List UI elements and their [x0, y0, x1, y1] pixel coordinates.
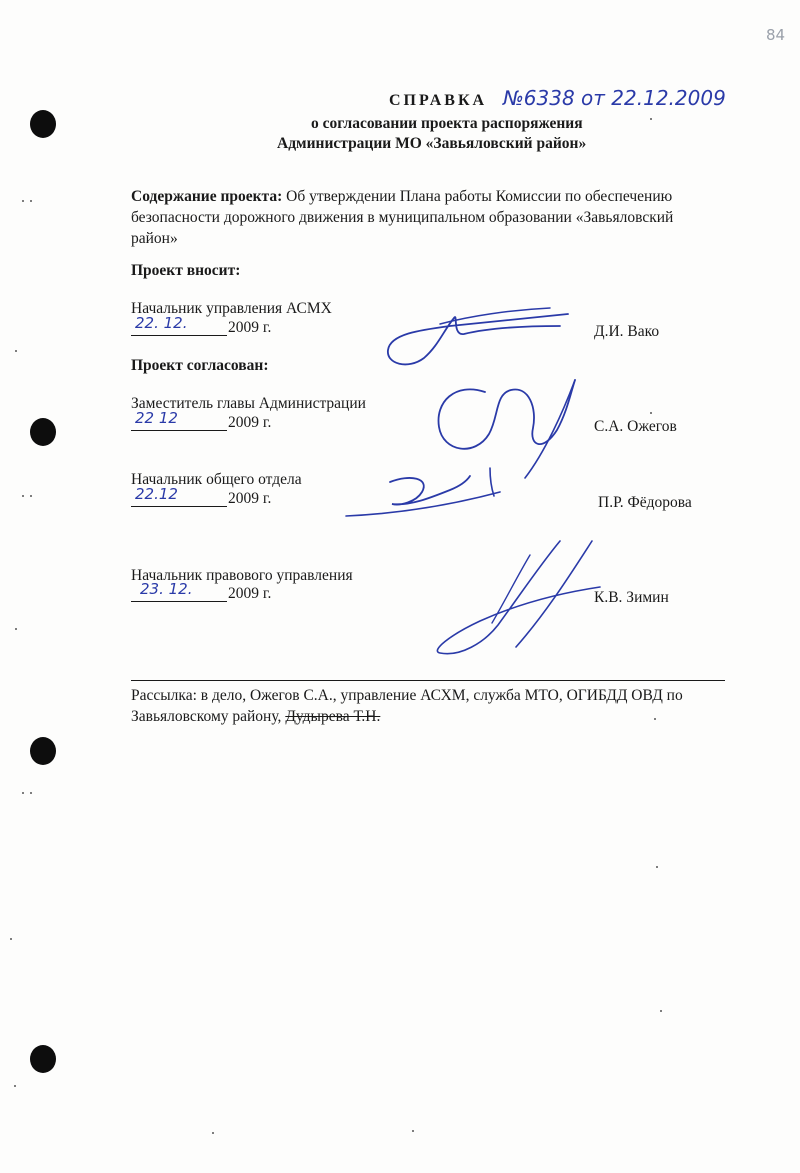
signing-year: 2009 г.: [228, 490, 272, 507]
punch-hole: [30, 737, 56, 765]
scan-speck: [212, 1132, 214, 1134]
document-subtitle: о согласовании проекта распоряжения: [311, 115, 583, 132]
signer-name: Д.И. Вако: [594, 323, 660, 340]
signer-name: П.Р. Фёдорова: [598, 494, 692, 511]
punch-hole: [30, 418, 56, 446]
approved-heading: Проект согласован:: [131, 357, 269, 374]
signature-zimin: [420, 535, 610, 665]
scan-speck: [650, 412, 652, 414]
scan-speck: [22, 792, 24, 794]
scan-speck: [650, 118, 652, 120]
project-content-text: безопасности дорожного движения в муниципальном образовании «Завьяловский: [131, 209, 674, 226]
scan-speck: [30, 200, 32, 202]
signer-position: Заместитель главы Администрации: [131, 395, 366, 412]
signer-name: К.В. Зимин: [594, 589, 669, 606]
project-content-text: район»: [131, 230, 178, 247]
scan-speck: [10, 938, 12, 940]
scan-speck: [30, 792, 32, 794]
signer-position: Начальник правового управления: [131, 567, 353, 584]
handwritten-date: 22 12: [135, 409, 178, 427]
handwritten-date: 22. 12.: [135, 314, 188, 332]
punch-hole: [30, 110, 56, 138]
submitted-heading: Проект вносит:: [131, 262, 241, 279]
scan-speck: [412, 1130, 414, 1132]
handwritten-registration-number: №6338 от 22.12.2009: [503, 86, 726, 110]
project-content: [131, 186, 731, 249]
signing-year: 2009 г.: [228, 585, 272, 602]
handwritten-date: 22.12: [135, 485, 178, 503]
signature-vako: [380, 300, 580, 380]
scan-speck: [656, 866, 658, 868]
signature-fedorova: [340, 460, 520, 530]
scan-speck: [30, 495, 32, 497]
document-title: СПРАВКА: [389, 92, 488, 109]
punch-hole: [30, 1045, 56, 1073]
project-content-text: Об утверждении Плана работы Комиссии по обеспечению: [286, 188, 673, 205]
distribution-rule: [131, 680, 725, 681]
scan-speck: [22, 495, 24, 497]
corner-page-mark: 84: [766, 26, 786, 44]
distribution-list: [131, 685, 744, 727]
signer-name: С.А. Ожегов: [594, 418, 677, 435]
signing-year: 2009 г.: [228, 319, 272, 336]
distribution-line: Рассылка: в дело, Ожегов С.А., управление АСХМ, служба МТО, ОГИБДД ОВД по: [131, 687, 683, 704]
signer-position: Начальник общего отдела: [131, 471, 302, 488]
scan-speck: [15, 628, 17, 630]
struck-recipient: Дудырева Т.Н.: [285, 708, 381, 725]
document-subtitle-org: Администрации МО «Завьяловский район»: [277, 135, 587, 152]
handwritten-date: 23. 12.: [140, 580, 193, 598]
signer-position: Начальник управления АСМХ: [131, 300, 332, 317]
project-content-label: Содержание проекта:: [131, 188, 283, 205]
scan-speck: [14, 1085, 16, 1087]
scan-speck: [660, 1010, 662, 1012]
distribution-line: Завьяловскому району,: [131, 708, 286, 725]
scan-speck: [15, 350, 17, 352]
scan-speck: [22, 200, 24, 202]
signing-year: 2009 г.: [228, 414, 272, 431]
